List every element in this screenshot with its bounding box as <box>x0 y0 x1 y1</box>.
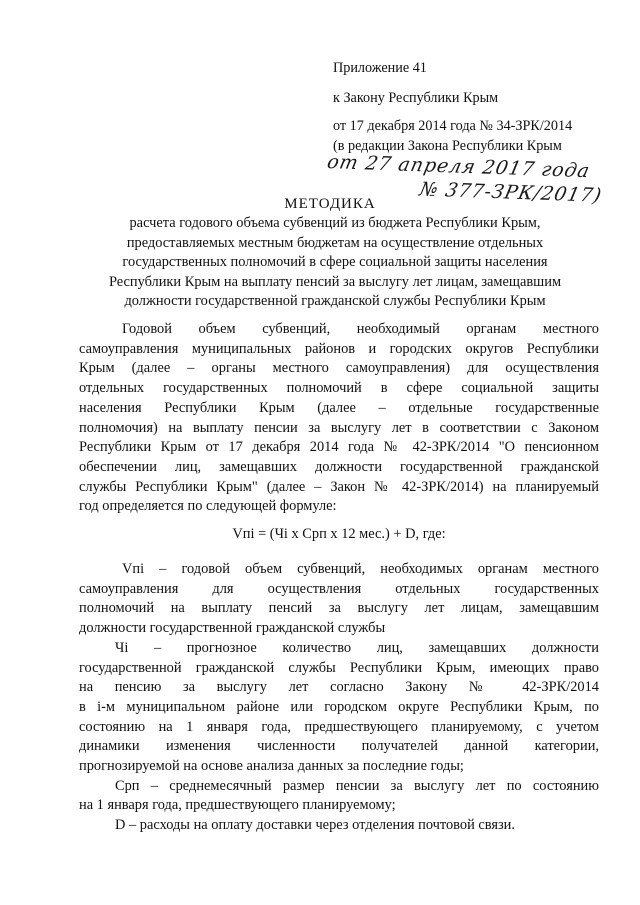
paragraph-line: обеспечении лиц, замещавших должности государственной гражданской <box>79 458 599 475</box>
definition-ch-line: динамики изменения численности получателей данной категории, <box>79 738 599 755</box>
paragraph-line: отдельных государственных полномочий в сфере социальной защиты <box>79 380 599 397</box>
paragraph-line: населения Республики Крым (далее – отдельные государственные <box>79 399 599 416</box>
definition-v-line: полномочий на выплату пенсий за выслугу лет лицам, замещавшим <box>79 600 599 617</box>
definition-v-line: должности государственной гражданской службы <box>79 620 386 637</box>
paragraph-line: полномочия) на выплату пенсии за выслугу лет в соответствии с Законом <box>79 419 599 436</box>
paragraph-line: год определяется по следующей формуле: <box>79 498 337 515</box>
handwritten-line-number: № 377-ЗРК/2017) <box>417 178 605 207</box>
appendix-header <box>333 58 633 156</box>
subtitle-line: предоставляемых местным бюджетам на осуществление отдельных <box>126 234 544 251</box>
formula: Vпi = (Чi x Срп x 12 мес.) + D, где: <box>232 526 446 542</box>
subtitle-line: расчета годового объема субвенций из бюджета Республики Крым, <box>129 215 541 231</box>
subtitle-line: Республики Крым на выплату пенсий за выслугу лет лицам, замещавшим <box>108 273 562 290</box>
definition-ch-line: на пенсию за выслугу лет согласно Закону № 42-ЗРК/2014 <box>79 679 599 696</box>
appendix-number: Приложение 41 <box>333 60 427 76</box>
definition-d-line: D – расходы на оплату доставки через отделения почтовой связи. <box>115 817 515 834</box>
subtitle-line: должности государственной гражданской службы Республики Крым <box>124 293 546 310</box>
appendix-law-ref: к Закону Республики Крым <box>333 90 499 106</box>
paragraph-line: самоуправления муниципальных районов и городских округов Республики <box>79 340 599 357</box>
definition-ch-line: Чi – прогнозное количество лиц, замещавших должности <box>115 639 599 656</box>
document-subtitle <box>70 214 600 312</box>
definition-ch-line: в i-м муниципальном районе или городском округе Республики Крым, по <box>79 698 599 715</box>
paragraph-line: службы Республики Крым" (далее – Закон № 42-ЗРК/2014) на планируемый <box>79 478 599 495</box>
definition-ch-line: государственной гражданской службы Республики Крым, имеющих право <box>79 659 599 676</box>
document-title: МЕТОДИКА <box>284 196 376 212</box>
definition-ch-line: состоянию на 1 января года, предшествующего планируемому, с учетом <box>79 718 599 735</box>
paragraph-line: Крым (далее – органы местного самоуправления) для осуществления <box>79 360 599 377</box>
definition-ch-line: прогнозируемой на основе анализа данных за последние годы; <box>79 758 464 775</box>
subtitle-line: государственных полномочий в сфере социальной защиты населения <box>122 254 548 271</box>
handwritten-line-date: от 27 апреля 2017 года <box>325 150 593 183</box>
appendix-revision: (в редакции Закона Республики Крым <box>333 138 562 154</box>
main-paragraph <box>79 320 599 517</box>
definitions-list <box>79 560 599 836</box>
appendix-law-date: от 17 декабря 2014 года № 34-ЗРК/2014 <box>333 118 573 134</box>
definition-v-line: Vпi – годовой объем субвенций, необходимых органам местного <box>122 561 599 577</box>
definition-srp-line: на 1 января года, предшествующего планируемому; <box>79 797 396 814</box>
paragraph-line: Годовой объем субвенций, необходимый органам местного <box>122 321 599 337</box>
definition-v-line: самоуправления для осуществления отдельных государственных <box>79 580 599 597</box>
definition-srp-line: Срп – среднемесячный размер пенсии за выслугу лет по состоянию <box>115 777 599 794</box>
paragraph-line: Республики Крым от 17 декабря 2014 года № 42-ЗРК/2014 "О пенсионном <box>79 439 599 456</box>
